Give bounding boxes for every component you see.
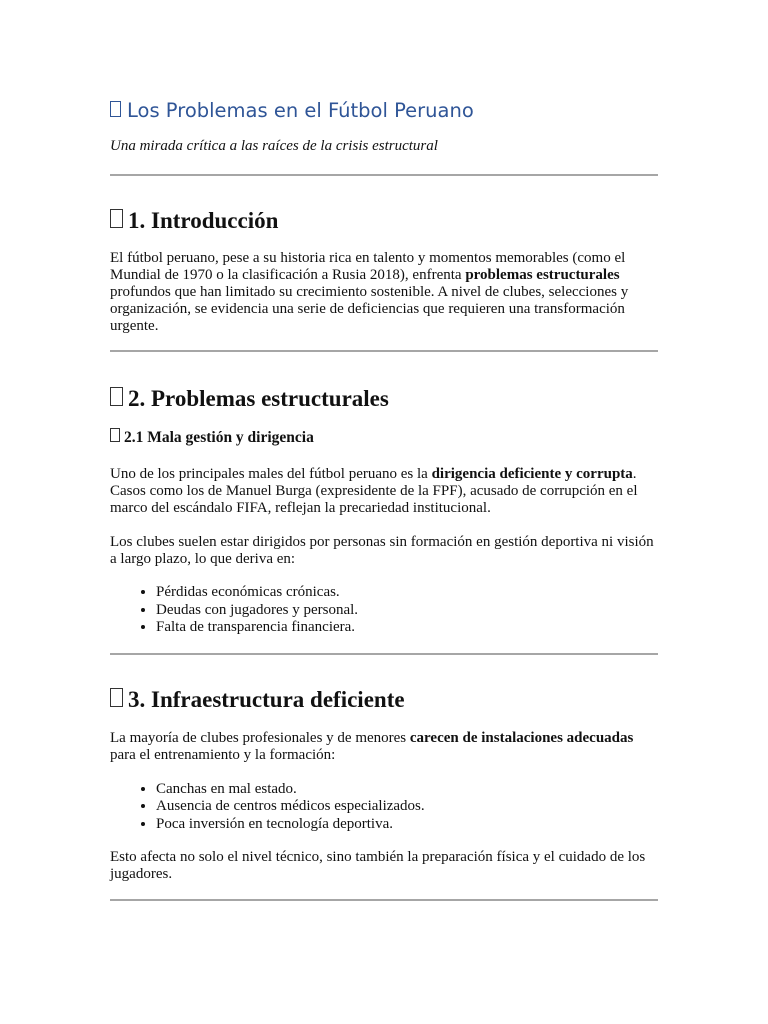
bold-text: carecen de instalaciones adecuadas: [409, 729, 634, 746]
divider: [110, 653, 658, 655]
missing-glyph-icon: [110, 101, 121, 117]
missing-glyph-icon: [110, 209, 123, 228]
paragraph-text: Uno de los principales males del fútbol peruano es la: [110, 466, 432, 482]
paragraph-text: profundos que han limitado su crecimiento sostenible. A nivel de clubes, selecciones y organización, se evidencia una serie de deficiencias que requieren una transformación urgente.: [110, 284, 629, 334]
paragraph-introduccion: [110, 250, 658, 335]
section-heading-introduccion: [110, 207, 658, 235]
section-heading-text: 3. Infraestructura deficiente: [128, 686, 405, 712]
missing-glyph-icon: [110, 688, 123, 707]
divider: [110, 899, 658, 901]
list-item: • Ausencia de centros médicos especializados.: [156, 798, 658, 816]
subsection-heading-mala-gestion: [110, 428, 658, 448]
list-item: • Falta de transparencia financiera.: [156, 619, 658, 637]
bold-text: dirigencia deficiente y corrupta: [431, 466, 633, 482]
section-heading-text: 1. Introducción: [128, 208, 279, 233]
paragraph-text: El fútbol peruano, pese a su historia rica en talento y momentos memorables (como el Mundial de 1970 o la clasificación a Rusia 2018), enfrenta: [110, 250, 626, 283]
list-item: • Deudas con jugadores y personal.: [156, 602, 658, 620]
paragraph-clubes: Los clubes suelen estar dirigidos por personas sin formación en gestión deportiva ni visión a largo plazo, lo que deriva en:: [110, 534, 654, 567]
document-body: [110, 97, 658, 901]
paragraph-text: La mayoría de clubes profesionales y de menores: [110, 729, 410, 746]
section-heading-infraestructura: [110, 686, 658, 714]
list-item: • Pérdidas económicas crónicas.: [156, 584, 658, 602]
missing-glyph-icon: [110, 428, 120, 442]
paragraph-text: . Casos como los de Manuel Burga (expresidente de la FPF), acusado de corrupción en el marco del escándalo FIFA, reflejan la precariedad institucional.: [110, 466, 638, 516]
document-title: [110, 97, 658, 125]
paragraph-mala-gestion: [110, 466, 658, 517]
list-item: • Canchas en mal estado.: [156, 781, 658, 799]
divider: [110, 350, 658, 352]
paragraph-efectos: Esto afecta no solo el nivel técnico, sino también la preparación física y el cuidado de los jugadores.: [110, 849, 646, 882]
document-subtitle: Una mirada crítica a las raíces de la crisis estructural: [110, 138, 438, 154]
bold-text: problemas estructurales: [465, 267, 620, 283]
bullet-list-infraestructura: [110, 781, 658, 834]
section-heading-problemas-estructurales: [110, 385, 658, 413]
list-item: • Poca inversión en tecnología deportiva.: [156, 816, 658, 834]
paragraph-infraestructura: [110, 730, 658, 764]
document-title-text: Los Problemas en el Fútbol Peruano: [127, 99, 474, 122]
missing-glyph-icon: [110, 387, 123, 406]
section-heading-text: 2. Problemas estructurales: [128, 386, 389, 411]
subsection-heading-text: 2.1 Mala gestión y dirigencia: [124, 429, 314, 446]
paragraph-text: para el entrenamiento y la formación:: [110, 746, 336, 763]
divider: [110, 174, 658, 176]
bullet-list-consecuencias: [110, 584, 658, 637]
